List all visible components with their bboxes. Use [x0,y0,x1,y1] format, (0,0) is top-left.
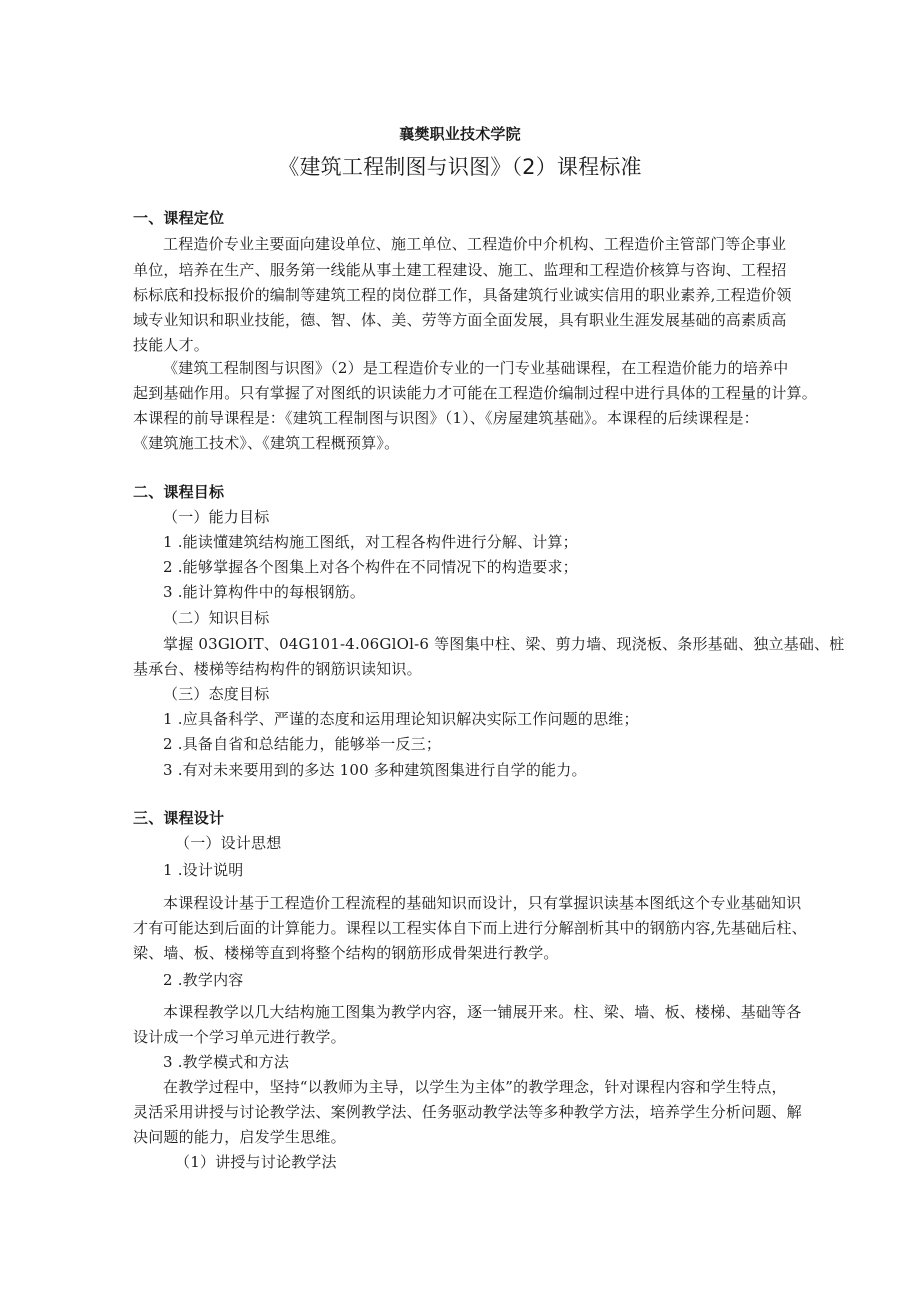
list-item: 1 .设计说明 [163,861,244,879]
paragraph-line: 灵活采用讲授与讨论教学法、案例教学法、任务驱动教学法等多种教学方法，培养学生分析问题、解 [133,1103,802,1121]
paragraph-line: 本课程的前导课程是：《建筑工程制图与识图》（1）、《房屋建筑基础》。本课程的后续课程是： [133,409,759,427]
page-title: 《建筑工程制图与识图》（2）课程标准 [278,155,642,179]
paragraph-line: 《建筑施工技术》、《建筑工程概预算》。 [133,434,400,452]
section-heading-2: 二、课程目标 [133,483,225,501]
list-item: 3 .有对未来要用到的多达 100 多种建筑图集进行自学的能力。 [163,761,587,779]
section-heading-1: 一、课程定位 [133,209,225,227]
list-item: 3 .教学模式和方法 [163,1053,290,1071]
list-item: 2 .能够掌握各个图集上对各个构件在不同情况下的构造要求； [163,558,578,576]
paragraph-line: 技能人才。 [133,336,210,354]
subheading-design-idea: （一）设计思想 [175,834,282,852]
paragraph-line: 单位，培养在生产、服务第一线能从事土建工程建设、施工、监理和工程造价核算与咨询、工程招 [133,261,787,279]
list-item: 1 .能读懂建筑结构施工图纸，对工程各构件进行分解、计算； [163,533,578,551]
list-item: 1 .应具备科学、严谨的态度和运用理论知识解决实际工作问题的思维； [163,710,639,728]
subheading-knowledge: （二）知识目标 [163,609,270,627]
paragraph-line: 才有可能达到后面的计算能力。课程以工程实体自下而上进行分解剖析其中的钢筋内容,先基础后柱、 [133,919,807,937]
list-item: 3 .能计算构件中的每根钢筋。 [163,583,366,601]
subheading-attitude: （三）态度目标 [163,685,270,703]
paragraph-line: 起到基础作用。只有掌握了对图纸的识读能力才可能在工程造价编制过程中进行具体的工程量的计算。 [133,384,818,402]
paragraph-line: 掌握 03GlOIT、04G101-4.06GlOl-6 等图集中柱、梁、剪力墙、现浇板、条形基础、独立基础、桩 [163,635,845,653]
paragraph-line: 梁、墙、板、楼梯等直到将整个结构的钢筋形成骨架进行教学。 [133,944,559,962]
subheading-method: （1）讲授与讨论教学法 [175,1153,337,1171]
paragraph-line: 《建筑工程制图与识图》（2）是工程造价专业的一门专业基础课程，在工程造价能力的培养中 [163,359,789,377]
paragraph-line: 在教学过程中，坚持“以教师为主导，以学生为主体”的教学理念，针对课程内容和学生特点， [163,1078,787,1096]
paragraph-line: 基承台、楼梯等结构构件的钢筋识读知识。 [133,660,422,678]
list-item: 2 .具备自省和总结能力，能够举一反三； [163,735,442,753]
list-item: 2 .教学内容 [163,971,244,989]
paragraph-line: 标标底和投标报价的编制等建筑工程的岗位群工作，具备建筑行业诚实信用的职业素养,工程造价领 [133,286,792,304]
paragraph-line: 工程造价专业主要面向建设单位、施工单位、工程造价中介机构、工程造价主管部门等企事业 [163,235,787,253]
paragraph-line: 设计成一个学习单元进行教学。 [133,1028,346,1046]
paragraph-line: 本课程教学以几大结构施工图集为教学内容，逐一铺展开来。柱、梁、墙、板、楼梯、基础等各 [163,1003,802,1021]
paragraph-line: 决问题的能力，启发学生思维。 [133,1128,346,1146]
paragraph-line: 本课程设计基于工程造价工程流程的基础知识而设计，只有掌握识读基本图纸这个专业基础知识 [163,894,802,912]
paragraph-line: 域专业知识和职业技能，德、智、体、美、劳等方面全面发展，具有职业生涯发展基础的高素质高 [133,311,787,329]
subheading-ability: （一）能力目标 [163,508,270,526]
school-name: 襄樊职业技术学院 [399,125,521,143]
section-heading-3: 三、课程设计 [133,809,225,827]
